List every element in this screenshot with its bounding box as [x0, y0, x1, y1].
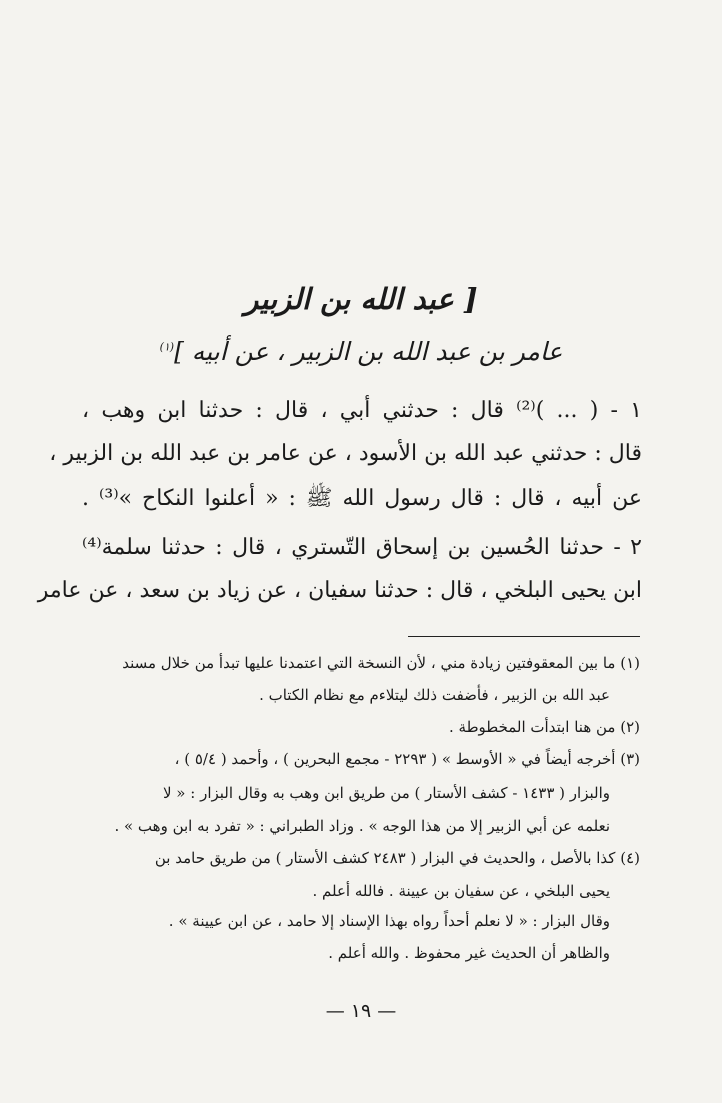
body-line: ١ - ( ... )⁽²⁾ قال : حدثني أبي ، قال : حدثنا ابن وهب ، [82, 398, 642, 423]
footnote-line: والبزار ( ١٤٣٣ - كشف الأستار ) من طريق ابن وهب به وقال البزار : « لا [162, 784, 610, 802]
footnote-line: نعلمه عن أبي الزبير إلا من هذا الوجه » . وزاد الطبراني : « تفرد به ابن وهب » . [114, 817, 610, 835]
body-line: ابن يحيى البلخي ، قال : حدثنا سفيان ، عن زياد بن سعد ، عن عامر [37, 578, 642, 603]
chapter-heading: [ عبد الله بن الزبير [244, 282, 478, 316]
subheading-text: عامر بن عبد الله بن الزبير ، عن أبيه ] [174, 337, 563, 366]
footnote-line: والظاهر أن الحديث غير محفوظ . والله أعلم . [328, 944, 610, 962]
footnote-line: (١) ما بين المعقوفتين زيادة مني ، لأن النسخة التي اعتمدنا عليها تبدأ من خلال مسند [122, 654, 640, 672]
footnote-divider [408, 636, 640, 637]
subheading-footnote-ref: (١) [159, 340, 175, 354]
footnote-line: عبد الله بن الزبير ، فأضفت ذلك ليتلاءم مع نظام الكتاب . [259, 686, 610, 704]
section-subheading [0, 337, 722, 366]
body-line: ٢ - حدثنا الحُسين بن إسحاق التّستري ، قال : حدثنا سلمة⁽⁴⁾ [82, 535, 642, 560]
footnote-line: وقال البزار : « لا نعلم أحداً رواه بهذا الإسناد إلا حامد ، عن ابن عيينة » . [168, 912, 610, 930]
footnote-line: (٢) من هنا ابتدأت المخطوطة . [449, 718, 640, 736]
footnote-line: (٤) كذا بالأصل ، والحديث في البزار ( ٢٤٨٣ كشف الأستار ) من طريق حامد بن [154, 849, 640, 867]
page-number: — ١٩ — [325, 1000, 397, 1022]
body-line: قال : حدثني عبد الله بن الأسود ، عن عامر بن عبد الله بن الزبير ، [49, 441, 642, 466]
body-line: عن أبيه ، قال : قال رسول الله ﷺ : « أعلنوا النكاح »⁽³⁾ . [82, 486, 643, 511]
footnote-line: يحيى البلخي ، عن سفيان بن عيينة . فالله أعلم . [312, 882, 610, 900]
footnote-line: (٣) أخرجه أيضاً في « الأوسط » ( ٢٢٩٣ - مجمع البحرين ) ، وأحمد ( ٥/٤ ) ، [174, 750, 640, 768]
